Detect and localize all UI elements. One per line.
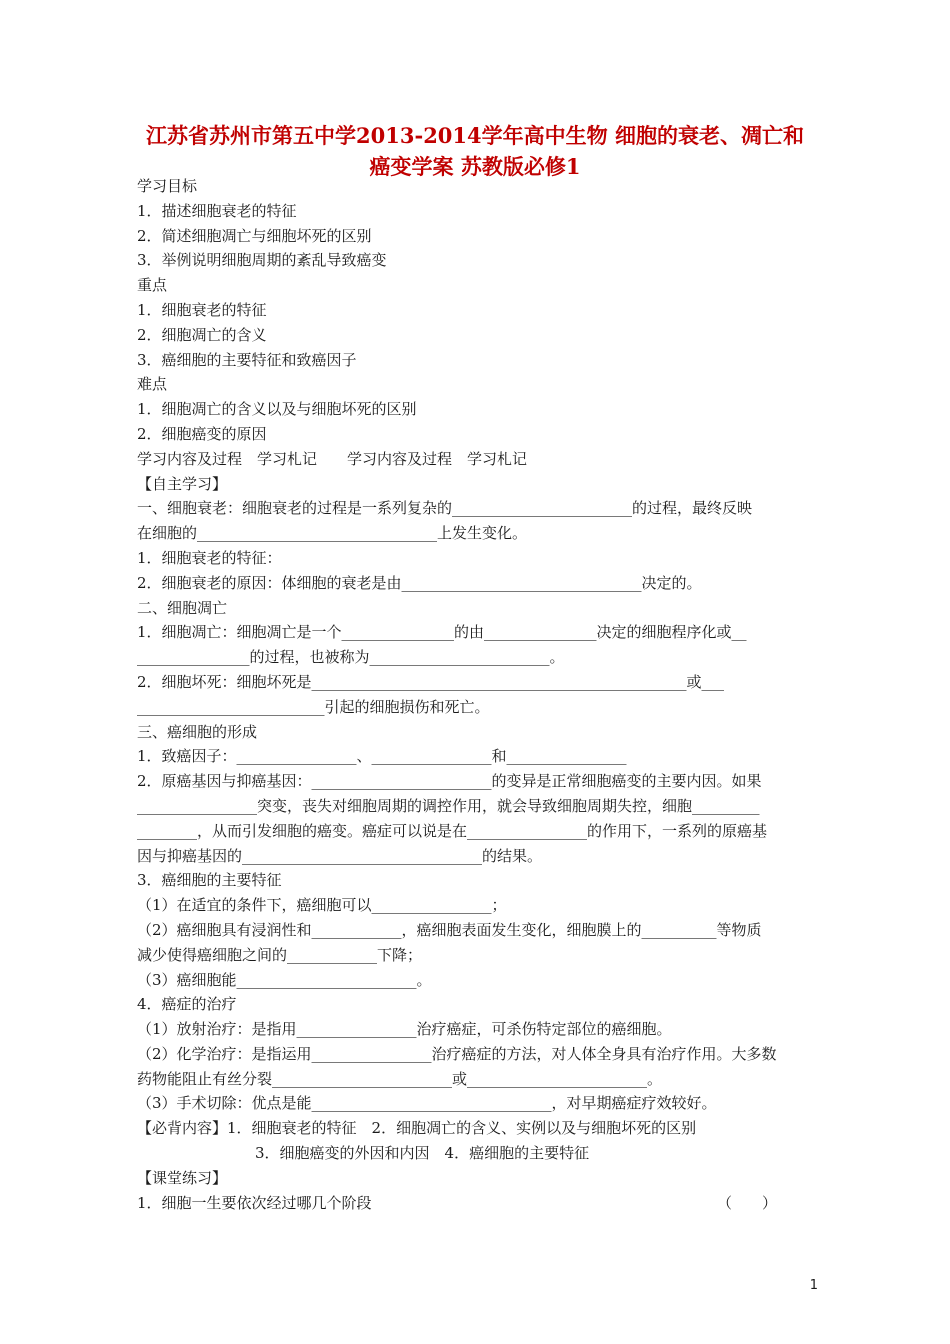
title-line-2: 癌变学案 苏教版必修1 [369,154,581,179]
section-heading: 【课堂练习】 [137,1168,228,1187]
text-line: 2．原癌基因与抑癌基因：________________________的变异是正常细胞癌变的主要内因。如果 [137,772,762,791]
text-line: 1．细胞衰老的特征： [137,548,282,567]
text-line: _________________________引起的细胞损伤和死亡。 [137,697,490,716]
title-line-1: 江苏省苏州市第五中学2013-2014学年高中生物 细胞的衰老、凋亡和 [146,123,804,148]
answer-bracket: （ ） [716,1193,777,1212]
text-line: 1．细胞凋亡：细胞凋亡是一个_______________的由_______________决定的细胞程序化或__ [137,623,747,642]
text-line: 1．细胞凋亡的含义以及与细胞坏死的区别 [137,400,417,419]
text-line: （3）癌细胞能________________________。 [137,970,432,989]
text-line: 2．细胞癌变的原因 [137,424,267,443]
text-line: 因与抑癌基因的________________________________的结果。 [137,846,543,865]
text-line: 三、癌细胞的形成 [137,722,258,741]
document-title [120,120,830,182]
text-line: 重点 [137,276,168,295]
text-line: （2）化学治疗：是指运用________________治疗癌症的方法，对人体全身具有治疗作用。大多数 [137,1044,777,1063]
text-line: （2）癌细胞具有浸润性和____________，癌细胞表面发生变化，细胞膜上的__________等物质 [137,920,762,939]
question-text: 1．细胞一生要依次经过哪几个阶段 [137,1193,372,1212]
text-line: _______________的过程，也被称为________________________。 [137,648,565,667]
text-line: 学习内容及过程 学习札记 学习内容及过程 学习札记 [137,449,528,468]
text-line: 3．癌细胞的主要特征和致癌因子 [137,350,357,369]
text-line: 学习目标 [137,177,198,195]
text-line: 3．细胞癌变的外因和内因 4．癌细胞的主要特征 [255,1144,590,1163]
text-line: 3．举例说明细胞周期的紊乱导致癌变 [137,251,387,270]
text-line: 2．细胞坏死：细胞坏死是__________________________________________________或___ [137,672,725,691]
text-line: （1）在适宜的条件下，癌细胞可以________________； [137,896,507,915]
text-line: 减少使得癌细胞之间的____________下降； [137,945,423,964]
text-line: 1．细胞衰老的特征 [137,300,267,319]
text-line: 1．致癌因子：________________、________________和________________ [137,747,627,766]
text-line: 2．细胞衰老的原因：体细胞的衰老是由________________________________决定的。 [137,573,702,592]
document-body [137,174,817,1215]
text-line: 难点 [137,375,168,394]
text-line: 药物能阻止有丝分裂________________________或________________________。 [137,1069,663,1088]
text-line: 4．癌症的治疗 [137,995,237,1014]
text-line: 2．简述细胞凋亡与细胞坏死的区别 [137,226,372,245]
text-line: 二、细胞凋亡 [137,598,228,617]
text-line: 一、细胞衰老：细胞衰老的过程是一系列复杂的________________________的过程，最终反映 [137,499,753,518]
section-heading: 【自主学习】 [137,474,228,493]
text-line: （3）手术切除：优点是能________________________________，对早期癌症疗效较好。 [137,1094,717,1113]
text-line: ________________突变，丧失对细胞周期的调控作用，就会导致细胞周期失控，细胞_________ [137,796,760,815]
text-line: 在细胞的________________________________上发生变化。 [137,524,528,543]
page-number: 1 [809,1278,818,1293]
question-line [137,1191,817,1216]
text-line: ________，从而引发细胞的癌变。癌症可以说是在________________的作用下，一系列的原癌基 [137,821,768,840]
text-line: （1）放射治疗：是指用________________治疗癌症，可杀伤特定部位的癌细胞。 [137,1020,672,1039]
section-heading: 【必背内容】1．细胞衰老的特征 2．细胞凋亡的含义、实例以及与细胞坏死的区别 [137,1119,697,1138]
text-line: 1．描述细胞衰老的特征 [137,201,297,220]
text-line: 3．癌细胞的主要特征 [137,871,282,890]
text-line: 2．细胞凋亡的含义 [137,325,267,344]
